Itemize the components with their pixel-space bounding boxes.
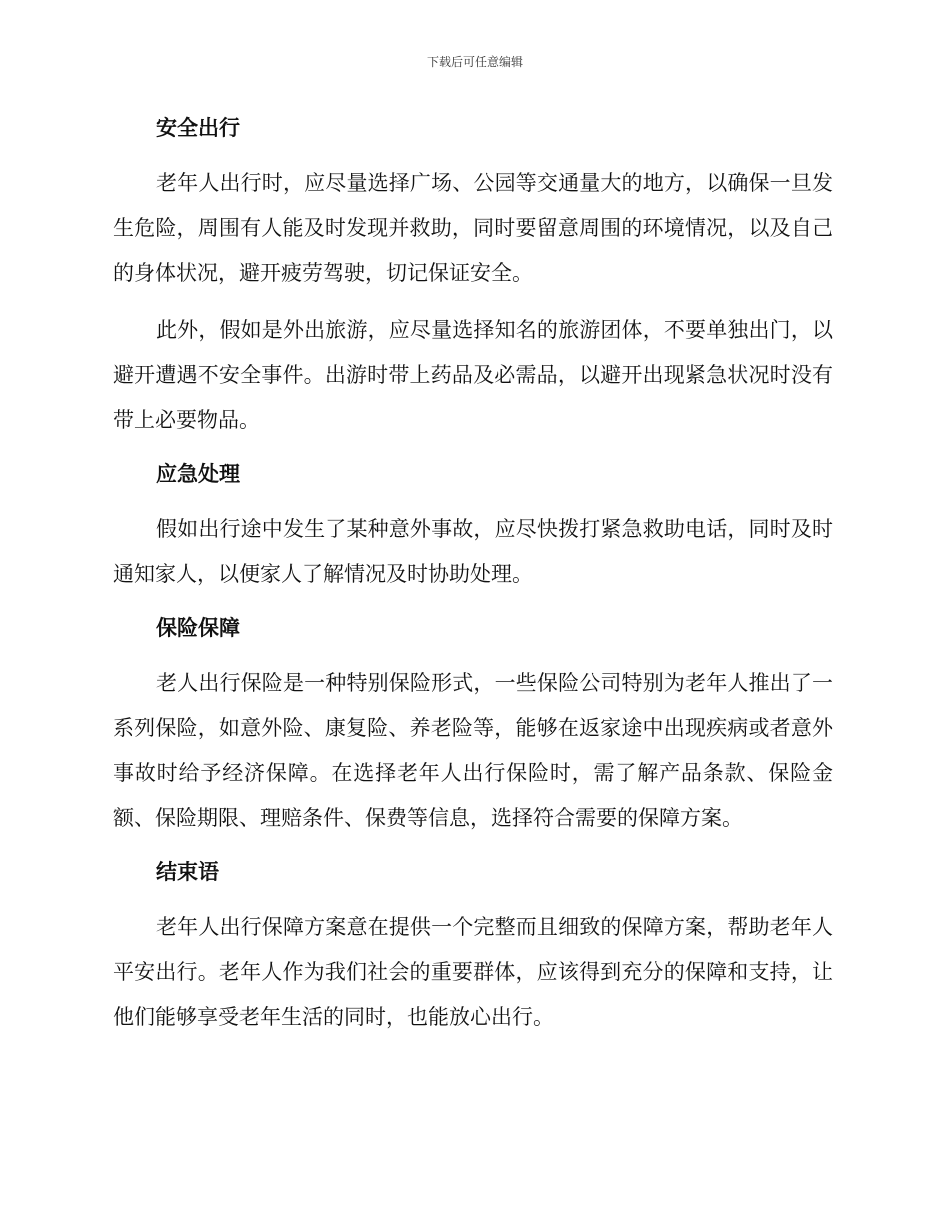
- section-heading-safe-travel: 安全出行: [156, 116, 240, 140]
- paragraph: 老人出行保险是一种特别保险形式，一些保险公司特别为老年人推出了一系列保险，如意外险、康复险、养老险等，能够在返家途中出现疾病或者意外事故时给予经济保障。在选择老年人出行保险时，需了解产品条款、保险金额、保险期限、理赔条件、保费等信息，选择符合需要的保障方案。: [113, 671, 833, 830]
- section-heading-emergency: 应急处理: [156, 462, 240, 486]
- page-header: 下载后可任意编辑: [426, 55, 523, 69]
- document-body: [113, 105, 833, 1040]
- paragraph: 老年人出行时，应尽量选择广场、公园等交通量大的地方，以确保一旦发生危险，周围有人能及时发现并救助，同时要留意周围的环境情况，以及自己的身体状况，避开疲劳驾驶，切记保证安全。: [113, 171, 833, 285]
- paragraph: 此外，假如是外出旅游，应尽量选择知名的旅游团体，不要单独出门，以避开遭遇不安全事件。出游时带上药品及必需品，以避开出现紧急状况时没有带上必要物品。: [113, 318, 833, 432]
- paragraph: 假如出行途中发生了某种意外事故，应尽快拨打紧急救助电话，同时及时通知家人，以便家人了解情况及时协助处理。: [113, 517, 833, 586]
- section-heading-insurance: 保险保障: [156, 616, 240, 640]
- section-heading-conclusion: 结束语: [156, 860, 219, 884]
- paragraph: 老年人出行保障方案意在提供一个完整而且细致的保障方案，帮助老年人平安出行。老年人作为我们社会的重要群体，应该得到充分的保障和支持，让他们能够享受老年生活的同时，也能放心出行。: [113, 915, 833, 1029]
